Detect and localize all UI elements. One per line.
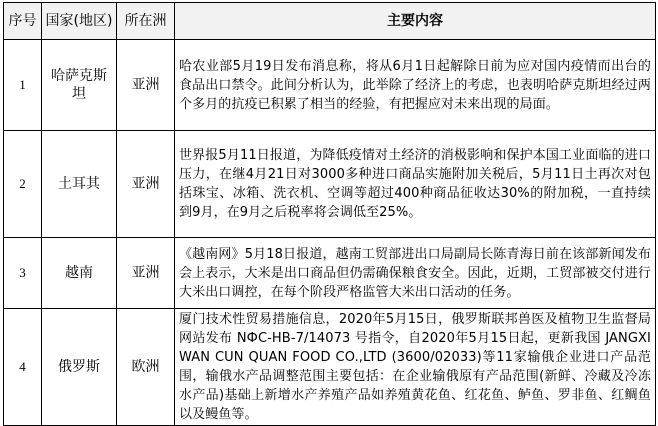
- row-country: 俄罗斯: [42, 309, 117, 426]
- table-row: [4, 309, 656, 426]
- row-content: 哈农业部5月19日发布消息称，将从6月1日起解除日前为应对国内疫情而出台的食品出口禁令。此间分析认为，此举除了经济上的考虑，也表明哈萨克斯坦经过两个多月的抗疫已积累了相当的经验，有把握应对未来出现的局面。: [175, 40, 656, 131]
- row-continent: 欧洲: [117, 309, 175, 426]
- header-continent: 所在洲: [117, 3, 175, 40]
- header-content: 主要内容: [175, 3, 656, 40]
- header-row: [4, 3, 656, 40]
- row-content: 世界报5月11日报道，为降低疫情对土经济的消极影响和保护本国工业面临的进口压力，在继4月21日对3000多种进口商品实施附加关税后，5月11日土再次对包括珠宝、冰箱、洗衣机、空调等超过400种商品征收达30%的附加税，一直持续到9月，在9月之后税率将会调低至25%。: [175, 131, 656, 238]
- row-content: 厦门技术性贸易措施信息，2020年5月15日，俄罗斯联邦兽医及植物卫生监督局网站发布 NФC-HB-7/14073 号指令，自2020年5月15日起，更新我国 JANGXI WAN CUN QUAN FOOD CO.,LTD (3600/02033)等11家输俄企业进口产品范围，输俄水产品调整范围主要包括：在企业输俄原有产品范围(新鲜、冷藏及冷冻水产品)基础上新增水产养殖产品如养殖黄花鱼、红花鱼、鲈鱼、罗非鱼、红鲷鱼以及鳗鱼等。: [175, 309, 656, 426]
- table-row: [4, 131, 656, 238]
- table-row: [4, 40, 656, 131]
- row-index: 1: [4, 40, 42, 131]
- header-country: 国家(地区): [42, 3, 117, 40]
- row-country: 土耳其: [42, 131, 117, 238]
- row-index: 2: [4, 131, 42, 238]
- header-index: 序号: [4, 3, 42, 40]
- row-content: 《越南网》5月18日报道，越南工贸部进出口局副局长陈青海日前在该部新闻发布会上表示，大米是出口商品但仍需确保粮食安全。因此，近期，工贸部被交付进行大米出口调控，在每个阶段严格监管大米出口活动的任务。: [175, 238, 656, 309]
- table-row: [4, 238, 656, 309]
- row-continent: 亚洲: [117, 238, 175, 309]
- row-continent: 亚洲: [117, 131, 175, 238]
- row-index: 4: [4, 309, 42, 426]
- trade-measures-table: [3, 2, 656, 426]
- row-country: 越南: [42, 238, 117, 309]
- row-country: 哈萨克斯坦: [42, 40, 117, 131]
- row-continent: 亚洲: [117, 40, 175, 131]
- row-index: 3: [4, 238, 42, 309]
